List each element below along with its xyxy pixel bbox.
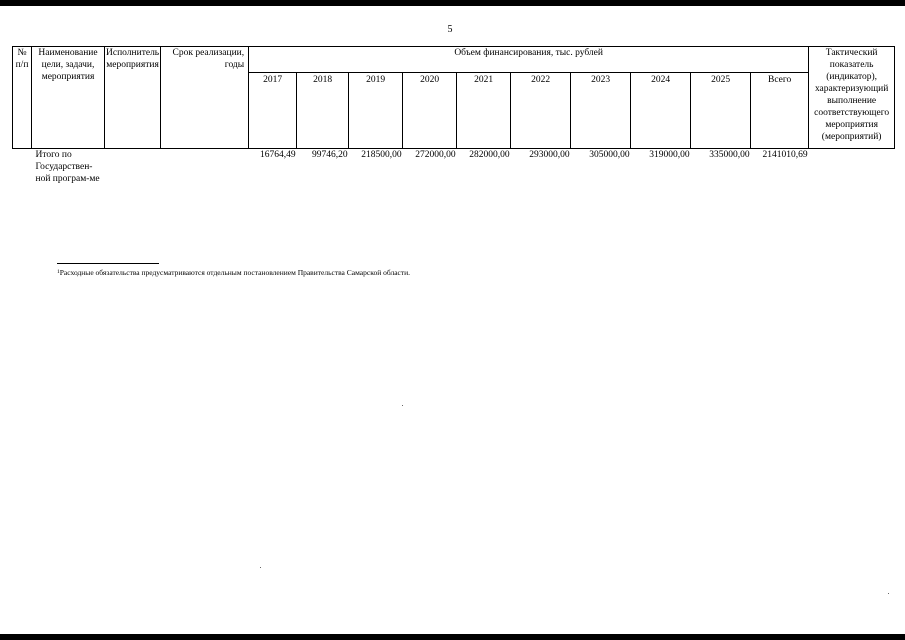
header-year: 2017 <box>249 73 297 149</box>
header-row-top <box>13 47 895 73</box>
header-year: 2020 <box>403 73 457 149</box>
header-name: Наименование цели, задачи, мероприятия <box>32 47 105 149</box>
header-year: 2023 <box>571 73 631 149</box>
footnote <box>57 268 410 278</box>
total-value: 99746,20 <box>312 150 348 160</box>
header-indicator: Тактический показатель (индикатор), характеризующий выполнение соответствующего мероприятия (мероприятий) <box>809 47 895 149</box>
page-number: 5 <box>447 24 453 35</box>
total-value: 335000,00 <box>709 150 750 160</box>
total-value-sum: 2141010,69 <box>762 150 808 160</box>
footnote-marker: 1 <box>57 269 60 275</box>
header-executor: Исполнитель мероприятия <box>105 47 161 149</box>
header-year: 2025 <box>691 73 751 149</box>
total-value: 305000,00 <box>589 150 630 160</box>
header-num: № п/п <box>13 47 32 149</box>
total-value: 319000,00 <box>649 150 690 160</box>
total-value: 16764,49 <box>260 150 296 160</box>
total-value: 218500,00 <box>361 150 402 160</box>
scan-top-border <box>0 0 905 6</box>
scan-speck <box>260 567 261 568</box>
header-year: 2018 <box>297 73 349 149</box>
funding-table <box>12 46 895 185</box>
header-total: Всего <box>751 73 809 149</box>
scan-speck <box>888 593 889 594</box>
total-value: 282000,00 <box>469 150 510 160</box>
header-year: 2021 <box>457 73 511 149</box>
table-row-total <box>13 149 895 186</box>
total-value: 293000,00 <box>529 150 570 160</box>
header-year: 2024 <box>631 73 691 149</box>
header-term: Срок реализации, годы <box>161 47 249 149</box>
header-funding: Объем финансирования, тыс. рублей <box>249 47 809 73</box>
scan-speck <box>402 405 403 406</box>
header-year: 2022 <box>511 73 571 149</box>
total-label: Итого по Государствен-ной програм-ме <box>35 150 100 184</box>
header-year: 2019 <box>349 73 403 149</box>
footnote-text: Расходные обязательства предусматриваются отдельным постановлением Правительства Самарской области. <box>59 268 411 277</box>
scan-bottom-border <box>0 634 905 640</box>
total-value: 272000,00 <box>415 150 456 160</box>
footnote-separator <box>57 263 159 264</box>
